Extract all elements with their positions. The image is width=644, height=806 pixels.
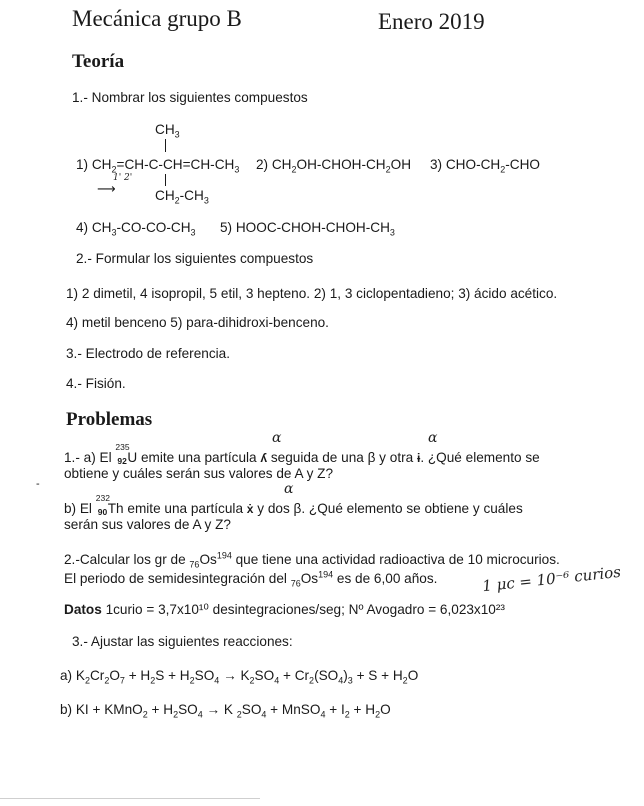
- handwritten-alpha-1: α: [272, 430, 282, 446]
- theory-question-3: 3.- Electrodo de referencia.: [66, 346, 230, 361]
- reaction-b: b) KI + KMnO$_2$ + $H_2SO_4 \to K$ $_2SO_4$ + MnSO$_4$ + $I_2 + H_2O$: [60, 702, 391, 720]
- compound-4: 4) $CH_3-CO-CO-CH_3$: [76, 220, 196, 238]
- theory-heading: Teoría: [72, 51, 125, 72]
- reaction-a: a) $K_2Cr_2O_7 + H_2S + H_2SO_4 \to K_2SO_4 + Cr_2(SO_4)_3 + S + H_2O$: [60, 668, 419, 686]
- branch-methyl: $CH_3$: [155, 122, 180, 140]
- exam-course-title: Mecánica grupo B: [72, 6, 242, 31]
- problem-1b-line-1: b) El 232 90 Th emite una partícula ẋ y dos β. ¿Qué elemento se obtiene y cuáles: [64, 493, 523, 517]
- handwritten-alpha-2: α: [428, 430, 438, 446]
- problem-1a-line-2: obtiene y cuáles serán sus valores de A y Z?: [64, 466, 334, 481]
- theory-question-4: 4.- Fisión.: [66, 376, 126, 391]
- compound-3: 3) CHO-$CH_2$-CHO: [430, 157, 540, 175]
- theory-question-2: 2.- Formular los siguientes compuestos: [76, 251, 314, 266]
- handwritten-numbering: 1' 2': [113, 173, 133, 183]
- exam-date: Enero 2019: [378, 9, 485, 34]
- compound-1: 1) $CH_2=CH-C-CH=CH-CH_3$: [76, 157, 240, 175]
- handwritten-microcurie-note: 1 μc = 10⁻⁶ curios: [481, 562, 622, 596]
- handwritten-alpha-3: α: [284, 481, 294, 497]
- problem-3-title: 3.- Ajustar las siguientes reacciones:: [72, 634, 293, 649]
- uranium-nuclide: 235 92: [115, 442, 130, 466]
- formulate-line-1: 1) 2 dimetil, 4 isopropil, 5 etil, 3 hepteno. 2) 1, 3 ciclopentadieno; 3) ácido acético.: [66, 286, 558, 301]
- formulate-line-2: 4) metil benceno 5) para-dihidroxi-benceno.: [66, 315, 329, 330]
- branch-ethyl: $CH_2-CH_3$: [155, 188, 209, 206]
- problems-heading: Problemas: [66, 409, 153, 430]
- compound-5: 5) HOOC-$CHOH-CHOH-CH_3$: [220, 220, 395, 238]
- bond-down: [165, 174, 166, 186]
- handwritten-arrow-icon: ⟶: [97, 181, 116, 196]
- bond-up: [165, 139, 166, 152]
- problem-2-line-1: 2.-Calcular los gr de $_{76}Os^{194}$ que tiene una actividad radioactiva de 10 microcurios.: [64, 550, 560, 570]
- problem-2-data: Datos 1curio = 3,7x10¹⁰ desintegraciones/seg; Nº Avogadro = 6,023x10²³: [64, 602, 505, 617]
- thorium-nuclide: 232 90: [95, 493, 110, 517]
- scan-edge: [0, 798, 260, 799]
- problem-1b-line-2: serán sus valores de A y Z?: [64, 517, 231, 532]
- problem-1a-line-1: 1.- a) El 235 92 U emite una partícula ʎ seguida de una β y otra ɨ. ¿Qué elemento se: [64, 442, 540, 466]
- compound-2: 2) $CH_2OH-CHOH-CH_2OH$: [256, 157, 412, 175]
- margin-dash: -: [36, 478, 40, 490]
- problem-2-line-2: El periodo de semidesintegración del $_{76}Os^{194}$ es de 6,00 años.: [64, 569, 438, 589]
- theory-question-1: 1.- Nombrar los siguientes compuestos: [72, 90, 308, 105]
